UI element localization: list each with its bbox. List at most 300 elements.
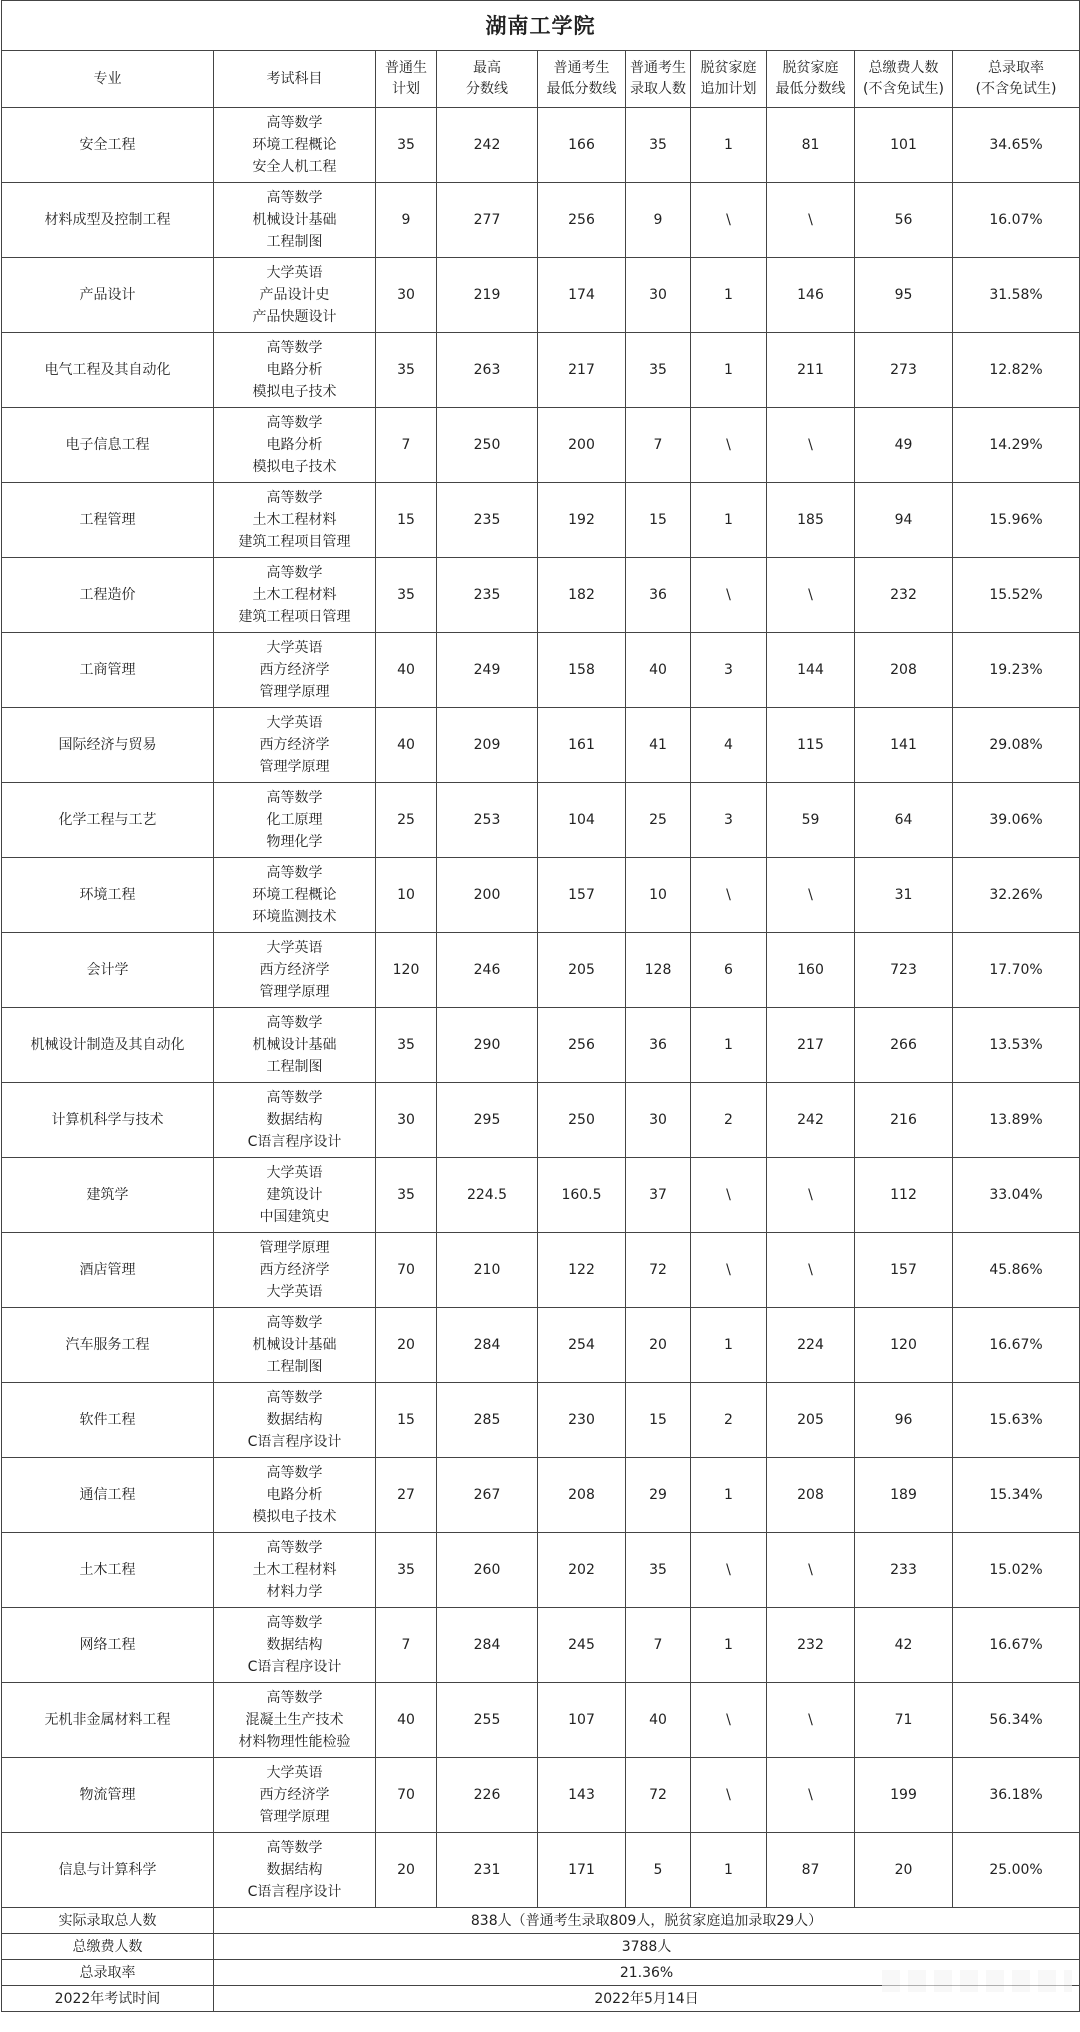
extra-plan-cell: \ xyxy=(691,1158,767,1233)
min-score-cell: 107 xyxy=(538,1683,626,1758)
subjects-cell xyxy=(214,633,376,708)
admitted-cell: 10 xyxy=(626,858,691,933)
subject-line: 大学英语 xyxy=(266,940,323,956)
subject-line: 数据结构 xyxy=(266,1637,323,1653)
plan-cell: 35 xyxy=(376,1008,437,1083)
min-score-cell: 245 xyxy=(538,1608,626,1683)
rate-cell: 15.34% xyxy=(953,1458,1080,1533)
major-cell: 信息与计算科学 xyxy=(2,1833,214,1908)
subject-line: 管理学原理 xyxy=(259,759,330,775)
column-header xyxy=(538,51,626,108)
summary-label: 2022年考试时间 xyxy=(2,1986,214,2012)
table-row xyxy=(2,1608,1080,1683)
paid-count-cell: 112 xyxy=(855,1158,953,1233)
paid-count-cell: 31 xyxy=(855,858,953,933)
rate-cell: 13.89% xyxy=(953,1083,1080,1158)
plan-cell: 120 xyxy=(376,933,437,1008)
min-score-cell: 122 xyxy=(538,1233,626,1308)
subjects-cell xyxy=(214,933,376,1008)
subject-line: 产品快题设计 xyxy=(252,309,337,325)
extra-min-score-cell: 211 xyxy=(767,333,855,408)
table-row xyxy=(2,1233,1080,1308)
min-score-cell: 200 xyxy=(538,408,626,483)
subject-line: 管理学原理 xyxy=(259,1809,330,1825)
subjects-cell xyxy=(214,1683,376,1758)
subject-line: 西方经济学 xyxy=(259,737,330,753)
watermark xyxy=(882,1970,1072,1992)
subject-line: 大学英语 xyxy=(266,715,323,731)
subject-line: 高等数学 xyxy=(266,1090,323,1106)
subject-line: 数据结构 xyxy=(266,1112,323,1128)
column-header-line: 分数线 xyxy=(466,81,508,97)
paid-count-cell: 199 xyxy=(855,1758,953,1833)
table-row xyxy=(2,1308,1080,1383)
max-score-cell: 219 xyxy=(437,258,538,333)
subject-line: 机械设计基础 xyxy=(252,1337,337,1353)
min-score-cell: 205 xyxy=(538,933,626,1008)
paid-count-cell: 266 xyxy=(855,1008,953,1083)
extra-min-score-cell: 81 xyxy=(767,108,855,183)
subject-line: 大学英语 xyxy=(266,265,323,281)
admitted-cell: 15 xyxy=(626,483,691,558)
subject-line: 管理学原理 xyxy=(259,1240,330,1256)
table-row xyxy=(2,483,1080,558)
max-score-cell: 284 xyxy=(437,1608,538,1683)
max-score-cell: 235 xyxy=(437,558,538,633)
plan-cell: 35 xyxy=(376,1533,437,1608)
subject-line: 工程制图 xyxy=(266,234,323,250)
paid-count-cell: 141 xyxy=(855,708,953,783)
min-score-cell: 217 xyxy=(538,333,626,408)
column-header-line: 最低分数线 xyxy=(546,81,617,97)
admitted-cell: 36 xyxy=(626,558,691,633)
table-row xyxy=(2,333,1080,408)
extra-min-score-cell: 185 xyxy=(767,483,855,558)
extra-plan-cell: 1 xyxy=(691,1608,767,1683)
rate-cell: 45.86% xyxy=(953,1233,1080,1308)
major-cell: 汽车服务工程 xyxy=(2,1308,214,1383)
table-row xyxy=(2,408,1080,483)
rate-cell: 15.63% xyxy=(953,1383,1080,1458)
major-cell: 机械设计制造及其自动化 xyxy=(2,1008,214,1083)
table-row xyxy=(2,633,1080,708)
plan-cell: 20 xyxy=(376,1833,437,1908)
extra-min-score-cell: 87 xyxy=(767,1833,855,1908)
rate-cell: 16.67% xyxy=(953,1608,1080,1683)
table-row xyxy=(2,258,1080,333)
extra-min-score-cell: \ xyxy=(767,1533,855,1608)
rate-cell: 33.04% xyxy=(953,1158,1080,1233)
extra-min-score-cell: \ xyxy=(767,1758,855,1833)
rate-cell: 16.67% xyxy=(953,1308,1080,1383)
rate-cell: 32.26% xyxy=(953,858,1080,933)
subject-line: 西方经济学 xyxy=(259,1262,330,1278)
rate-cell: 39.06% xyxy=(953,783,1080,858)
admitted-cell: 7 xyxy=(626,1608,691,1683)
summary-row xyxy=(2,1908,1080,1934)
subjects-cell xyxy=(214,483,376,558)
admitted-cell: 37 xyxy=(626,1158,691,1233)
subject-line: 电路分析 xyxy=(266,437,323,453)
subject-line: 安全人机工程 xyxy=(252,159,337,175)
admitted-cell: 9 xyxy=(626,183,691,258)
paid-count-cell: 208 xyxy=(855,633,953,708)
subject-line: 机械设计基础 xyxy=(252,1037,337,1053)
table-row xyxy=(2,1533,1080,1608)
rate-cell: 31.58% xyxy=(953,258,1080,333)
extra-min-score-cell: 59 xyxy=(767,783,855,858)
column-header-line: 普通考生 xyxy=(553,60,610,76)
summary-value: 21.36% xyxy=(214,1960,1080,1986)
min-score-cell: 157 xyxy=(538,858,626,933)
plan-cell: 35 xyxy=(376,108,437,183)
plan-cell: 40 xyxy=(376,1683,437,1758)
subject-line: 高等数学 xyxy=(266,1540,323,1556)
admitted-cell: 35 xyxy=(626,1533,691,1608)
rate-cell: 19.23% xyxy=(953,633,1080,708)
subject-line: 土木工程材料 xyxy=(252,512,337,528)
plan-cell: 35 xyxy=(376,1158,437,1233)
extra-min-score-cell: 217 xyxy=(767,1008,855,1083)
subject-line: 产品设计史 xyxy=(259,287,330,303)
summary-row xyxy=(2,1934,1080,1960)
column-header xyxy=(626,51,691,108)
subjects-cell xyxy=(214,1008,376,1083)
table-row xyxy=(2,1383,1080,1458)
subject-line: 高等数学 xyxy=(266,115,323,131)
rate-cell: 25.00% xyxy=(953,1833,1080,1908)
extra-plan-cell: 1 xyxy=(691,333,767,408)
column-header-line: 脱贫家庭 xyxy=(782,60,839,76)
major-cell: 通信工程 xyxy=(2,1458,214,1533)
plan-cell: 15 xyxy=(376,1383,437,1458)
extra-plan-cell: \ xyxy=(691,858,767,933)
extra-plan-cell: \ xyxy=(691,183,767,258)
max-score-cell: 263 xyxy=(437,333,538,408)
major-cell: 电气工程及其自动化 xyxy=(2,333,214,408)
subject-line: 机械设计基础 xyxy=(252,212,337,228)
plan-cell: 40 xyxy=(376,708,437,783)
major-cell: 会计学 xyxy=(2,933,214,1008)
subject-line: 模拟电子技术 xyxy=(252,459,337,475)
subjects-cell xyxy=(214,558,376,633)
extra-plan-cell: \ xyxy=(691,1533,767,1608)
subjects-cell xyxy=(214,1833,376,1908)
plan-cell: 40 xyxy=(376,633,437,708)
major-cell: 网络工程 xyxy=(2,1608,214,1683)
table-row xyxy=(2,1683,1080,1758)
subject-line: 化工原理 xyxy=(266,812,323,828)
summary-value: 2022年5月14日 xyxy=(214,1986,1080,2012)
rate-cell: 12.82% xyxy=(953,333,1080,408)
max-score-cell: 224.5 xyxy=(437,1158,538,1233)
subject-line: 高等数学 xyxy=(266,490,323,506)
plan-cell: 20 xyxy=(376,1308,437,1383)
extra-plan-cell: 1 xyxy=(691,1308,767,1383)
paid-count-cell: 101 xyxy=(855,108,953,183)
plan-cell: 7 xyxy=(376,1608,437,1683)
extra-min-score-cell: \ xyxy=(767,558,855,633)
plan-cell: 70 xyxy=(376,1233,437,1308)
table-row xyxy=(2,1833,1080,1908)
subjects-cell xyxy=(214,708,376,783)
column-header-line: 最高 xyxy=(473,60,501,76)
subject-line: 高等数学 xyxy=(266,865,323,881)
min-score-cell: 104 xyxy=(538,783,626,858)
rate-cell: 16.07% xyxy=(953,183,1080,258)
subject-line: 材料力学 xyxy=(266,1584,323,1600)
major-cell: 建筑学 xyxy=(2,1158,214,1233)
subjects-cell xyxy=(214,408,376,483)
max-score-cell: 246 xyxy=(437,933,538,1008)
summary-value: 3788人 xyxy=(214,1934,1080,1960)
subject-line: 高等数学 xyxy=(266,340,323,356)
max-score-cell: 200 xyxy=(437,858,538,933)
major-cell: 计算机科学与技术 xyxy=(2,1083,214,1158)
rate-cell: 15.02% xyxy=(953,1533,1080,1608)
paid-count-cell: 120 xyxy=(855,1308,953,1383)
subjects-cell xyxy=(214,1233,376,1308)
subject-line: 管理学原理 xyxy=(259,984,330,1000)
subject-line: 高等数学 xyxy=(266,1615,323,1631)
extra-min-score-cell: 242 xyxy=(767,1083,855,1158)
table-row xyxy=(2,1458,1080,1533)
column-header xyxy=(767,51,855,108)
subject-line: 物理化学 xyxy=(266,834,323,850)
max-score-cell: 210 xyxy=(437,1233,538,1308)
subjects-cell xyxy=(214,183,376,258)
subjects-cell xyxy=(214,333,376,408)
plan-cell: 70 xyxy=(376,1758,437,1833)
subject-line: 大学英语 xyxy=(266,640,323,656)
column-header xyxy=(691,51,767,108)
summary-label: 实际录取总人数 xyxy=(2,1908,214,1934)
column-header xyxy=(214,51,376,108)
major-cell: 材料成型及控制工程 xyxy=(2,183,214,258)
max-score-cell: 253 xyxy=(437,783,538,858)
subject-line: 高等数学 xyxy=(266,1015,323,1031)
extra-plan-cell: 4 xyxy=(691,708,767,783)
extra-plan-cell: \ xyxy=(691,1683,767,1758)
subject-line: 数据结构 xyxy=(266,1412,323,1428)
max-score-cell: 249 xyxy=(437,633,538,708)
min-score-cell: 192 xyxy=(538,483,626,558)
column-header xyxy=(855,51,953,108)
column-header-line: 考试科目 xyxy=(266,70,323,87)
extra-plan-cell: \ xyxy=(691,408,767,483)
major-cell: 工商管理 xyxy=(2,633,214,708)
max-score-cell: 290 xyxy=(437,1008,538,1083)
subject-line: 高等数学 xyxy=(266,415,323,431)
paid-count-cell: 723 xyxy=(855,933,953,1008)
min-score-cell: 166 xyxy=(538,108,626,183)
min-score-cell: 161 xyxy=(538,708,626,783)
column-header xyxy=(2,51,214,108)
rate-cell: 15.52% xyxy=(953,558,1080,633)
paid-count-cell: 233 xyxy=(855,1533,953,1608)
extra-plan-cell: 6 xyxy=(691,933,767,1008)
subject-line: 高等数学 xyxy=(266,1840,323,1856)
rate-cell: 36.18% xyxy=(953,1758,1080,1833)
extra-plan-cell: 2 xyxy=(691,1083,767,1158)
extra-plan-cell: 1 xyxy=(691,258,767,333)
max-score-cell: 231 xyxy=(437,1833,538,1908)
subject-line: 环境工程概论 xyxy=(252,137,337,153)
max-score-cell: 242 xyxy=(437,108,538,183)
extra-plan-cell: \ xyxy=(691,1758,767,1833)
plan-cell: 15 xyxy=(376,483,437,558)
admitted-cell: 30 xyxy=(626,1083,691,1158)
paid-count-cell: 94 xyxy=(855,483,953,558)
extra-min-score-cell: 146 xyxy=(767,258,855,333)
plan-cell: 9 xyxy=(376,183,437,258)
subject-line: 建筑工程项目管理 xyxy=(238,534,351,550)
subjects-cell xyxy=(214,858,376,933)
subject-line: 高等数学 xyxy=(266,190,323,206)
major-cell: 电子信息工程 xyxy=(2,408,214,483)
paid-count-cell: 20 xyxy=(855,1833,953,1908)
paid-count-cell: 49 xyxy=(855,408,953,483)
plan-cell: 35 xyxy=(376,558,437,633)
column-header-line: 普通生 xyxy=(385,60,427,76)
admitted-cell: 20 xyxy=(626,1308,691,1383)
subject-line: 高等数学 xyxy=(266,565,323,581)
subject-line: 材料物理性能检验 xyxy=(238,1734,351,1750)
min-score-cell: 202 xyxy=(538,1533,626,1608)
table-row xyxy=(2,558,1080,633)
extra-plan-cell: 1 xyxy=(691,108,767,183)
extra-min-score-cell: 208 xyxy=(767,1458,855,1533)
extra-plan-cell: 2 xyxy=(691,1383,767,1458)
extra-plan-cell: 1 xyxy=(691,1458,767,1533)
subject-line: 中国建筑史 xyxy=(259,1209,330,1225)
min-score-cell: 254 xyxy=(538,1308,626,1383)
subject-line: C语言程序设计 xyxy=(247,1434,342,1450)
subjects-cell xyxy=(214,1383,376,1458)
rate-cell: 56.34% xyxy=(953,1683,1080,1758)
major-cell: 化学工程与工艺 xyxy=(2,783,214,858)
extra-min-score-cell: \ xyxy=(767,1683,855,1758)
extra-min-score-cell: 144 xyxy=(767,633,855,708)
subject-line: 电路分析 xyxy=(266,1487,323,1503)
column-header-line: 脱贫家庭 xyxy=(700,60,757,76)
extra-plan-cell: 3 xyxy=(691,633,767,708)
column-header xyxy=(437,51,538,108)
major-cell: 土木工程 xyxy=(2,1533,214,1608)
admitted-cell: 5 xyxy=(626,1833,691,1908)
summary-label: 总录取率 xyxy=(2,1960,214,1986)
table-row xyxy=(2,1083,1080,1158)
admitted-cell: 128 xyxy=(626,933,691,1008)
min-score-cell: 256 xyxy=(538,183,626,258)
min-score-cell: 230 xyxy=(538,1383,626,1458)
major-cell: 物流管理 xyxy=(2,1758,214,1833)
subjects-cell xyxy=(214,783,376,858)
subjects-cell xyxy=(214,1533,376,1608)
paid-count-cell: 189 xyxy=(855,1458,953,1533)
extra-min-score-cell: 160 xyxy=(767,933,855,1008)
subject-line: 西方经济学 xyxy=(259,1787,330,1803)
admitted-cell: 40 xyxy=(626,1683,691,1758)
subject-line: 高等数学 xyxy=(266,1465,323,1481)
paid-count-cell: 95 xyxy=(855,258,953,333)
paid-count-cell: 157 xyxy=(855,1233,953,1308)
admitted-cell: 72 xyxy=(626,1233,691,1308)
column-header-line: 录取人数 xyxy=(630,81,686,97)
max-score-cell: 295 xyxy=(437,1083,538,1158)
table-row xyxy=(2,183,1080,258)
max-score-cell: 226 xyxy=(437,1758,538,1833)
admitted-cell: 25 xyxy=(626,783,691,858)
subject-line: 工程制图 xyxy=(266,1059,323,1075)
admission-table xyxy=(1,0,1080,2012)
column-header-line: 总缴费人数 xyxy=(868,60,939,76)
max-score-cell: 235 xyxy=(437,483,538,558)
subject-line: 土木工程材料 xyxy=(252,587,337,603)
rate-cell: 13.53% xyxy=(953,1008,1080,1083)
subjects-cell xyxy=(214,1083,376,1158)
max-score-cell: 260 xyxy=(437,1533,538,1608)
max-score-cell: 285 xyxy=(437,1383,538,1458)
major-cell: 安全工程 xyxy=(2,108,214,183)
subject-line: 高等数学 xyxy=(266,1315,323,1331)
max-score-cell: 284 xyxy=(437,1308,538,1383)
major-cell: 环境工程 xyxy=(2,858,214,933)
min-score-cell: 160.5 xyxy=(538,1158,626,1233)
min-score-cell: 174 xyxy=(538,258,626,333)
paid-count-cell: 71 xyxy=(855,1683,953,1758)
column-header-line: 追加计划 xyxy=(700,81,757,97)
subject-line: 环境监测技术 xyxy=(252,909,337,925)
paid-count-cell: 64 xyxy=(855,783,953,858)
table-row xyxy=(2,783,1080,858)
extra-plan-cell: 1 xyxy=(691,1008,767,1083)
extra-plan-cell: \ xyxy=(691,1233,767,1308)
header-row xyxy=(2,51,1080,108)
plan-cell: 10 xyxy=(376,858,437,933)
summary-value: 838人（普通考生录取809人，脱贫家庭追加录取29人） xyxy=(214,1908,1080,1934)
admitted-cell: 30 xyxy=(626,258,691,333)
admitted-cell: 29 xyxy=(626,1458,691,1533)
column-header xyxy=(376,51,437,108)
major-cell: 工程管理 xyxy=(2,483,214,558)
admitted-cell: 41 xyxy=(626,708,691,783)
subjects-cell xyxy=(214,258,376,333)
subject-line: 西方经济学 xyxy=(259,662,330,678)
paid-count-cell: 232 xyxy=(855,558,953,633)
page-title: 湖南工学院 xyxy=(2,1,1080,51)
extra-plan-cell: \ xyxy=(691,558,767,633)
min-score-cell: 250 xyxy=(538,1083,626,1158)
min-score-cell: 208 xyxy=(538,1458,626,1533)
subjects-cell xyxy=(214,1458,376,1533)
extra-plan-cell: 1 xyxy=(691,1833,767,1908)
admitted-cell: 7 xyxy=(626,408,691,483)
max-score-cell: 209 xyxy=(437,708,538,783)
extra-plan-cell: 1 xyxy=(691,483,767,558)
major-cell: 酒店管理 xyxy=(2,1233,214,1308)
subjects-cell xyxy=(214,1758,376,1833)
subject-line: 高等数学 xyxy=(266,790,323,806)
paid-count-cell: 42 xyxy=(855,1608,953,1683)
column-header-line: 普通考生 xyxy=(630,60,686,76)
subject-line: 工程制图 xyxy=(266,1359,323,1375)
admitted-cell: 35 xyxy=(626,108,691,183)
rate-cell: 29.08% xyxy=(953,708,1080,783)
subject-line: 数据结构 xyxy=(266,1862,323,1878)
table-row xyxy=(2,858,1080,933)
major-cell: 产品设计 xyxy=(2,258,214,333)
